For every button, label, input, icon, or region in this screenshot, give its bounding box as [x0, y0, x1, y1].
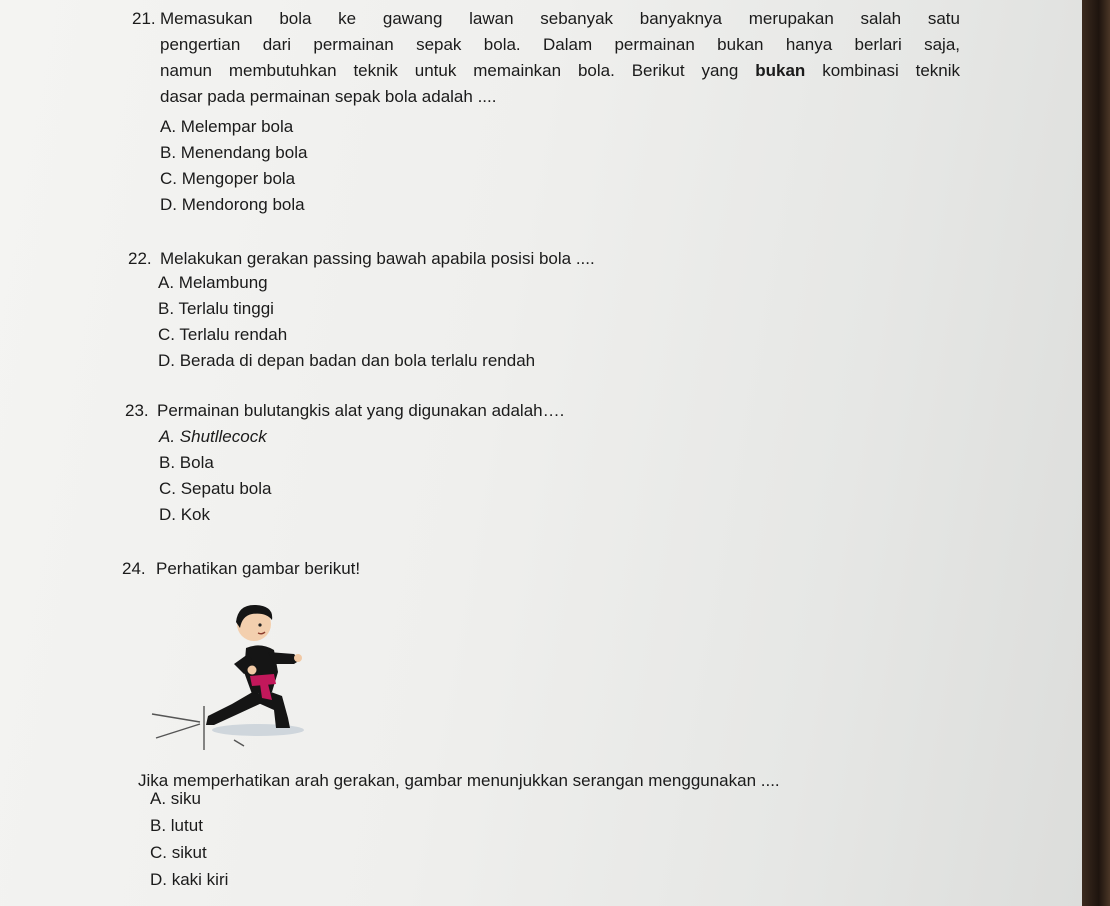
- eye: [258, 623, 261, 626]
- option-c[interactable]: C. Terlalu rendah: [158, 325, 288, 344]
- option-b[interactable]: B. Bola: [159, 453, 214, 472]
- stem-text: namun membutuhkan teknik untuk memainkan bola. Berikut yang: [160, 61, 756, 80]
- option-d[interactable]: D. Berada di depan badan dan bola terlalu rendah: [158, 351, 536, 370]
- option-c[interactable]: C. sikut: [150, 843, 207, 862]
- question-text: Jika memperhatikan arah gerakan, gambar menunjukkan serangan menggunakan ....: [138, 771, 780, 790]
- option-d[interactable]: D. Kok: [159, 505, 211, 524]
- option-b[interactable]: B. Menendang bola: [160, 143, 308, 162]
- option-b[interactable]: B. lutut: [150, 816, 203, 835]
- kicking-leg: [206, 690, 264, 725]
- support-leg: [256, 688, 290, 728]
- question-number: 22.: [128, 249, 152, 268]
- stem-line: [160, 58, 960, 84]
- option-b[interactable]: B. Terlalu tinggi: [158, 299, 274, 318]
- option-a[interactable]: A. siku: [150, 789, 202, 808]
- pencak-silat-figure: [148, 598, 308, 758]
- emphasis-word: bukan: [755, 61, 806, 80]
- stem-text: kombinasi teknik: [822, 61, 961, 80]
- option-a[interactable]: A. Melambung: [158, 273, 268, 292]
- question-stem: [160, 6, 960, 110]
- option-d[interactable]: D. kaki kiri: [150, 870, 229, 889]
- left-fist: [248, 666, 257, 675]
- right-fist: [294, 654, 302, 662]
- ground-shadow: [212, 724, 304, 736]
- option-a[interactable]: A. Melempar bola: [160, 117, 294, 136]
- question-stem: Perhatikan gambar berikut!: [156, 559, 361, 578]
- question-stem: Permainan bulutangkis alat yang digunakan adalah….: [157, 401, 565, 420]
- question-stem: Melakukan gerakan passing bawah apabila posisi bola ....: [160, 249, 595, 268]
- stem-line: Memasukan bola ke gawang lawan sebanyak banyaknya merupakan salah satu: [160, 9, 960, 28]
- question-number: 24.: [122, 559, 146, 578]
- option-c[interactable]: C. Mengoper bola: [160, 169, 296, 188]
- question-number: 23.: [125, 401, 149, 420]
- stem-line: dasar pada permainan sepak bola adalah ....: [160, 87, 497, 106]
- option-c[interactable]: C. Sepatu bola: [159, 479, 272, 498]
- option-a[interactable]: A. Shutllecock: [159, 427, 267, 446]
- table-edge: [1082, 0, 1110, 906]
- question-number: 21.: [132, 9, 156, 28]
- option-d[interactable]: D. Mendorong bola: [160, 195, 305, 214]
- stem-line: pengertian dari permainan sepak bola. Dalam permainan bukan hanya berlari saja,: [160, 35, 960, 54]
